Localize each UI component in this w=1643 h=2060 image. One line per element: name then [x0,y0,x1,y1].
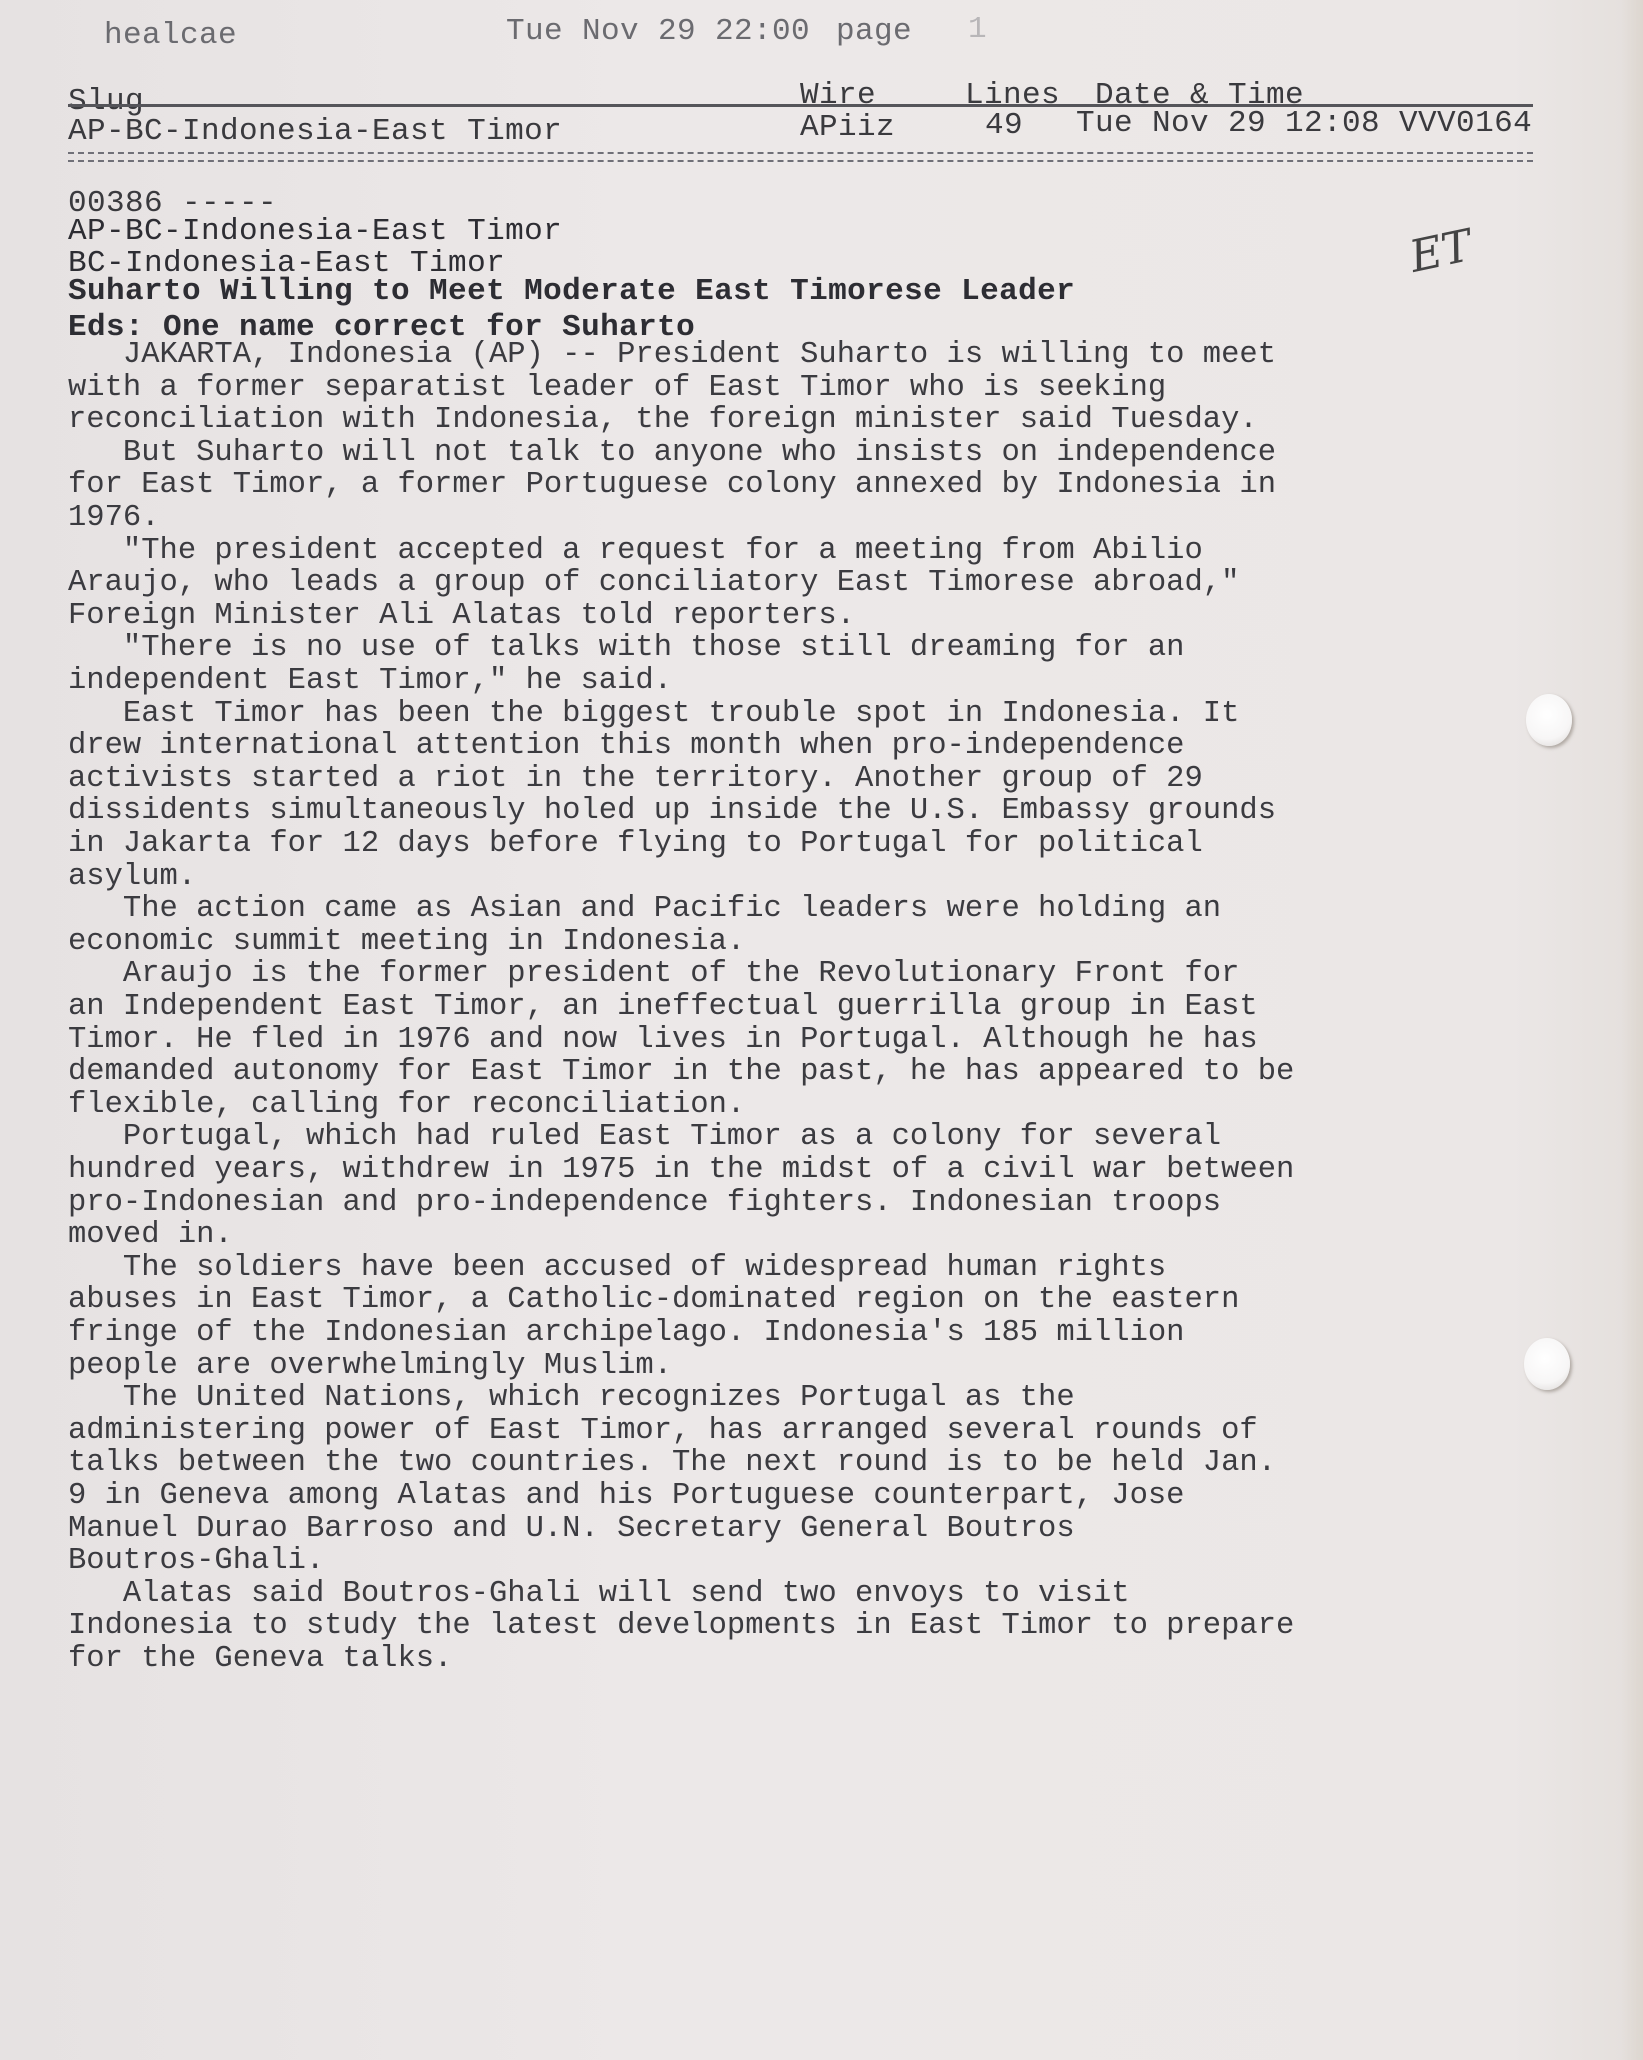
body-line: in Jakarta for 12 days before flying to Portugal for political [68,827,1203,861]
body-line: The United Nations, which recognizes Portugal as the [68,1381,1075,1416]
slug-value: AP-BC-Indonesia-East Timor [68,114,563,149]
story-slug-1: AP-BC-Indonesia-East Timor [68,214,563,249]
body-line: JAKARTA, Indonesia (AP) -- President Suharto is willing to meet [68,338,1276,372]
body-line: moved in. [68,1218,233,1253]
body-line: an Independent East Timor, an ineffectual guerrilla group in East [68,990,1258,1024]
body-line: reconciliation with Indonesia, the foreign minister said Tuesday. [68,403,1258,438]
body-line: for East Timor, a former Portuguese colony annexed by Indonesia in [68,468,1276,503]
body-line: drew international attention this month when pro-independence [68,729,1185,764]
header-user: healcae [104,18,238,53]
body-line: demanded autonomy for East Timor in the past, he has appeared to be [68,1055,1295,1090]
body-line: economic summit meeting in Indonesia. [68,924,746,959]
body-line: East Timor has been the biggest trouble spot in Indonesia. It [68,696,1240,731]
story-id-line: 00386 ----- [68,186,278,221]
body-line: people are overwhelmingly Muslim. [68,1348,672,1383]
body-line: dissidents simultaneously holed up inside the U.S. Embassy grounds [68,794,1276,829]
body-line: Portugal, which had ruled East Timor as a colony for several [68,1120,1222,1155]
body-line: "The president accepted a request for a meeting from Abilio [68,533,1203,568]
body-line: pro-Indonesian and pro-independence fighters. Indonesian troops [68,1185,1222,1220]
body-line: The soldiers have been accused of widespread human rights [68,1250,1167,1285]
datetime-label: Date & Time [1095,78,1305,113]
body-line: But Suharto will not talk to anyone who insists on independence [68,435,1276,470]
body-line: Foreign Minister Ali Alatas told reporters. [68,598,856,633]
body-line: asylum. [68,859,197,894]
lines-value: 49 [985,108,1024,143]
header-datetime: Tue Nov 29 22:00 [506,14,811,49]
body-line: 1976. [68,501,160,535]
wire-value: APiiz [800,110,896,145]
story-slug-2: BC-Indonesia-East Timor [68,246,506,281]
slug-label: Slug [68,84,145,119]
body-line: Timor. He fled in 1976 and now lives in Portugal. Although he has [68,1022,1258,1057]
body-line: Manuel Durao Barroso and U.N. Secretary General Boutros [68,1511,1075,1546]
body-line: "There is no use of talks with those still dreaming for an [68,631,1185,666]
header-page-label: page [836,14,913,49]
body-line: with a former separatist leader of East Timor who is seeking [68,370,1167,405]
body-line: Araujo, who leads a group of conciliatory East Timorese abroad," [68,566,1240,601]
body-line: activists started a riot in the territory. Another group of 29 [68,761,1203,796]
body-line: independent East Timor," he said. [68,664,672,698]
body-line: abuses in East Timor, a Catholic-dominated region on the eastern [68,1283,1240,1318]
body-line: for the Geneva talks. [68,1642,453,1676]
body-line: Araujo is the former president of the Revolutionary Front for [68,957,1240,992]
body-line: fringe of the Indonesian archipelago. Indonesia's 185 million [68,1316,1185,1350]
body-line: 9 in Geneva among Alatas and his Portuguese counterpart, Jose [68,1479,1185,1513]
body-line: Indonesia to study the latest developments in East Timor to prepare [68,1609,1295,1644]
paper-edge-shadow [1621,0,1643,2060]
header-page-number: 1 [968,12,988,47]
punch-hole-upper [1526,694,1572,746]
handwritten-annotation: ET [1405,220,1477,283]
punch-hole-lower [1524,1338,1570,1390]
datetime-value: Tue Nov 29 12:08 VVV0164 [1076,106,1533,141]
lines-label: Lines [965,78,1061,113]
body-line: The action came as Asian and Pacific leaders were holding an [68,892,1222,927]
body-line: talks between the two countries. The next round is to be held Jan. [68,1446,1276,1481]
body-line: flexible, calling for reconciliation. [68,1087,746,1122]
body-line: Boutros-Ghali. [68,1544,325,1579]
separator-rule [68,152,1533,162]
eds-note: Eds: One name correct for Suharto [68,310,696,345]
story-headline: Suharto Willing to Meet Moderate East Timorese Leader [68,274,1076,309]
body-line: hundred years, withdrew in 1975 in the midst of a civil war between [68,1153,1295,1187]
body-line: Alatas said Boutros-Ghali will send two envoys to visit [68,1576,1130,1611]
body-line: administering power of East Timor, has arranged several rounds of [68,1413,1258,1448]
wire-label: Wire [800,78,877,113]
